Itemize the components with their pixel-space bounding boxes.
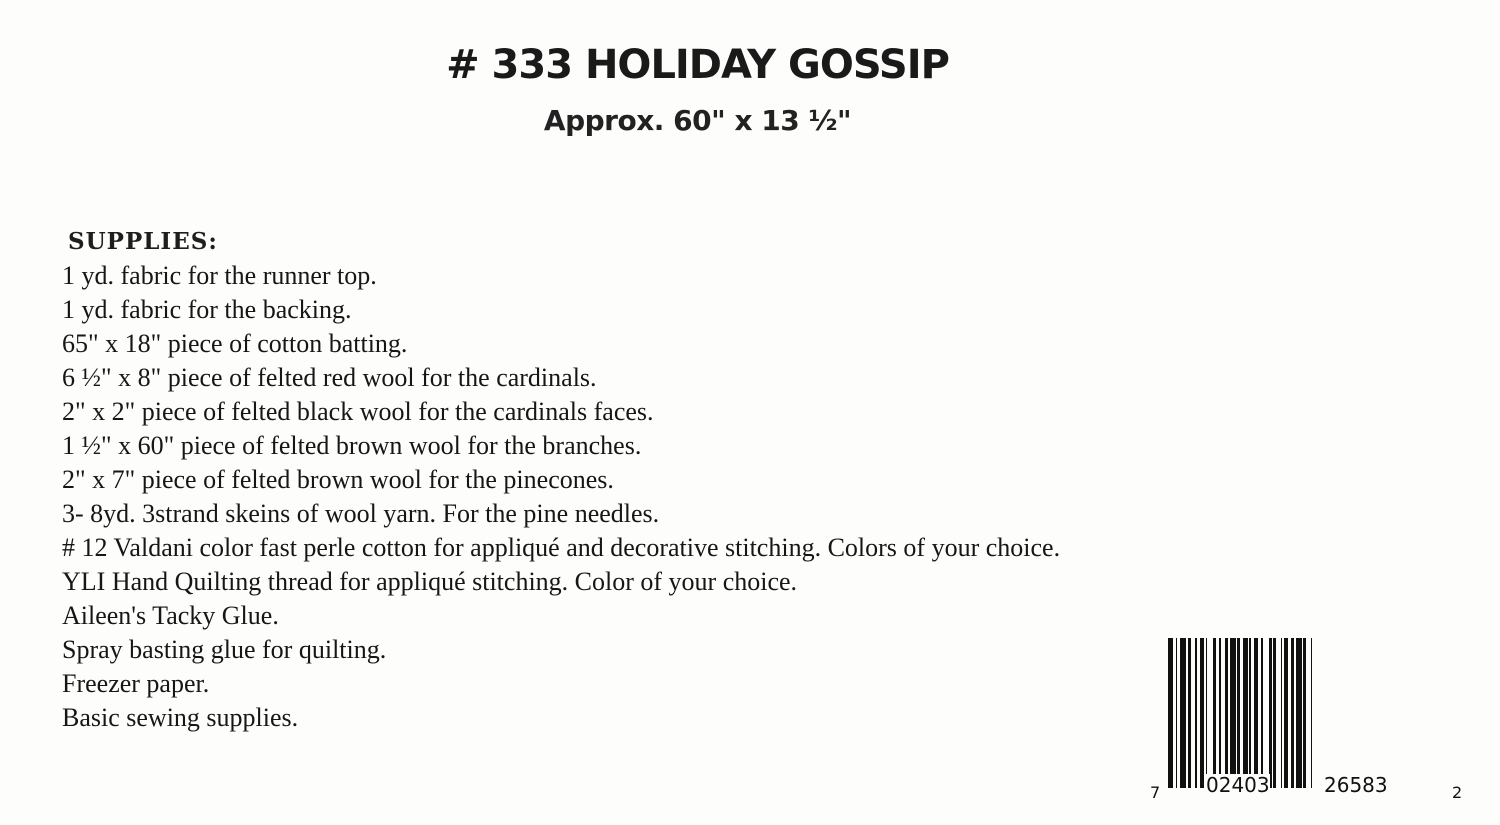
pattern-title: # 333 HOLIDAY GOSSIP [446, 42, 949, 88]
barcode-bar [1225, 638, 1228, 788]
barcode-bar [1281, 638, 1283, 788]
barcode-digit-left: 7 [1150, 783, 1161, 802]
barcode-bar [1296, 638, 1302, 788]
barcode-bar [1230, 638, 1236, 788]
supply-item: 6 ½" x 8" piece of felted red wool for the cardinals. [62, 363, 597, 392]
supply-item: # 12 Valdani color fast perle cotton for appliqué and decorative stitching. Colors of your choice. [62, 533, 1061, 562]
barcode-bar [1180, 638, 1186, 788]
barcode-bar [1243, 638, 1248, 788]
barcode-bar [1284, 638, 1289, 788]
barcode-bar [1291, 638, 1294, 788]
supply-item: 1 ½" x 60" piece of felted brown wool for the branches. [62, 431, 642, 460]
barcode-digits-group2: 26583 [1324, 773, 1388, 797]
barcode-bar [1311, 638, 1313, 788]
supplies-list [62, 259, 1060, 735]
barcode-bar [1249, 638, 1251, 788]
upc-barcode [1150, 630, 1470, 810]
supply-item: Basic sewing supplies. [62, 703, 299, 732]
supply-item: 1 yd. fabric for the backing. [62, 295, 352, 324]
barcode-bar [1200, 638, 1205, 788]
supply-item: Spray basting glue for quilting. [62, 635, 387, 664]
barcode-bar [1303, 638, 1306, 788]
supply-item: 2" x 7" piece of felted brown wool for the pinecones. [62, 465, 614, 494]
barcode-digits-group1: 02403 [1206, 773, 1270, 797]
supply-item: 65" x 18" piece of cotton batting. [62, 329, 408, 358]
barcode-bar [1188, 638, 1191, 788]
supply-item: Aileen's Tacky Glue. [62, 601, 279, 630]
barcode-bar [1237, 638, 1240, 788]
supply-item: YLI Hand Quilting thread for appliqué stitching. Color of your choice. [62, 567, 798, 596]
supply-item: 2" x 2" piece of felted black wool for the cardinals faces. [62, 397, 654, 426]
supply-item: 1 yd. fabric for the runner top. [62, 261, 377, 290]
barcode-bars [1168, 638, 1444, 788]
barcode-bar [1219, 638, 1221, 788]
supply-item: Freezer paper. [62, 669, 210, 698]
barcode-bar [1206, 638, 1208, 788]
barcode-bar [1213, 638, 1216, 788]
supply-item: 3- 8yd. 3strand skeins of wool yarn. For the pine needles. [62, 499, 660, 528]
barcode-bar [1273, 638, 1276, 788]
barcode-bar [1168, 638, 1173, 788]
barcode-bar [1176, 638, 1178, 788]
pattern-size: Approx. 60" x 13 ½" [543, 104, 852, 137]
barcode-bar [1269, 638, 1272, 788]
barcode-bar [1261, 638, 1263, 788]
barcode-bar [1254, 638, 1259, 788]
barcode-digit-right: 2 [1452, 783, 1463, 802]
supplies-heading: SUPPLIES: [68, 228, 218, 255]
barcode-bar [1195, 638, 1197, 788]
